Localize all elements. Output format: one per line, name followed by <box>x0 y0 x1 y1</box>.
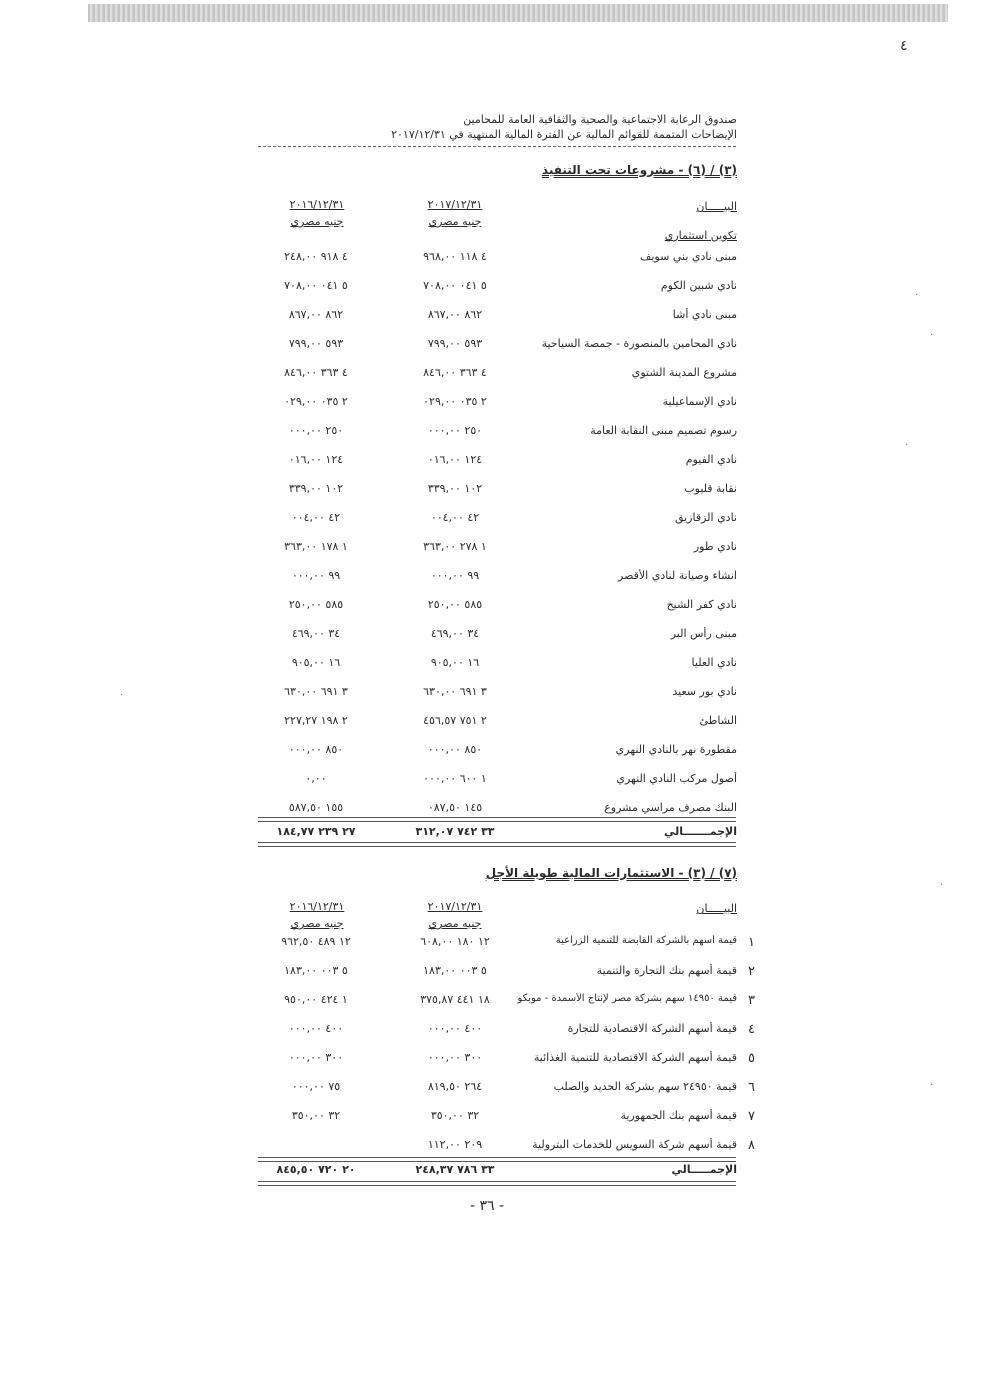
row-label: انشاء وصيانة لنادي الأقصر <box>618 569 737 582</box>
row-value-2017: ٤٠٠ ٠٠٠,٠٠ <box>427 1022 483 1035</box>
table-row <box>0 714 990 736</box>
row-value-2017: ٣ ٦٩١ ٦٣٠,٠٠ <box>423 685 487 698</box>
row-value-2016: ٥٨٥ ٢٥٠,٠٠ <box>288 598 344 611</box>
section1-col2-unit: جنيه مصري <box>290 215 344 228</box>
row-value-2016: ٣٠٠ ٠٠٠,٠٠ <box>288 1051 344 1064</box>
row-label: نادي طور <box>693 540 737 553</box>
row-value-2016: ٤ ٩١٨ ٢٤٨,٠٠ <box>284 250 348 263</box>
row-number: ٨ <box>748 1138 755 1153</box>
section1-subheader: تكوين استثماري <box>664 229 737 242</box>
row-label: نادي الفيوم <box>685 453 737 466</box>
total-value-2017: ٣٣ ٧٤٢ ٣١٢,٠٧ <box>415 825 495 838</box>
row-value-2017: ٣٢ ٣٥٠,٠٠ <box>430 1109 480 1122</box>
row-label: نادي الإسماعيلية <box>662 395 737 408</box>
row-value-2017: ٥ ٠٠٣ ١٨٣,٠٠ <box>423 964 487 977</box>
row-value-2017: ٤ ٣٦٣ ٨٤٦,٠٠ <box>423 366 487 379</box>
section1-label-header: البيـــــان <box>696 200 737 213</box>
row-number: ٦ <box>748 1080 755 1095</box>
row-value-2017: ٢ ٠٣٥ ٠٢٩,٠٠ <box>423 395 487 408</box>
row-value-2017: ٣٤ ٤٦٩,٠٠ <box>430 627 480 640</box>
row-label: رسوم تصميم مبنى النقابة العامة <box>590 424 737 437</box>
table-row <box>0 540 990 562</box>
section2-label-header: البيـــــان <box>696 902 737 915</box>
row-value-2017: ٤٢ ٠٠٤,٠٠ <box>430 511 480 524</box>
table-row <box>0 935 990 957</box>
row-value-2016: ١ ١٧٨ ٣٦٣,٠٠ <box>284 540 348 553</box>
row-label: قيمة أسهم بنك الجمهورية <box>620 1109 737 1122</box>
section2-total-rule <box>258 1157 736 1162</box>
row-value-2017: ٥٩٣ ٧٩٩,٠٠ <box>427 337 483 350</box>
row-value-2016: ٨٦٢ ٨٦٧,٠٠ <box>288 308 344 321</box>
row-label: البنك مصرف مراسي مشروع <box>604 801 737 814</box>
row-label: نقابة قليوب <box>684 482 737 495</box>
row-label: نادي كفر الشيخ <box>666 598 737 611</box>
row-value-2016: ٢٥٠ ٠٠٠,٠٠ <box>288 424 344 437</box>
table-row <box>0 482 990 504</box>
row-value-2016: ٨٥٠ ٠٠٠,٠٠ <box>288 743 344 756</box>
page-mark: ٤ <box>900 38 908 54</box>
row-value-2016: ٣٢ ٣٥٠,٠٠ <box>291 1109 341 1122</box>
row-label: قيمة أسهم شركة السويس للخدمات البترولية <box>532 1138 737 1151</box>
row-value-2017: ٥٨٥ ٢٥٠,٠٠ <box>427 598 483 611</box>
row-label: مبنى رأس البر <box>670 627 737 640</box>
section2-title: (٧) / (٣) - الاستثمارات المالية طويلة الأجل <box>485 866 737 880</box>
row-label: مبنى نادي بني سويف <box>639 250 737 263</box>
row-value-2017: ٢٦٤ ٨١٩,٥٠ <box>427 1080 483 1093</box>
row-value-2016: ٤٢ ٠٠٤,٠٠ <box>291 511 341 524</box>
row-value-2016: ٩٩ ٠٠٠,٠٠ <box>291 569 341 582</box>
section1-title: (٣) / (٦) - مشروعات تحت التنفيذ <box>541 163 737 177</box>
row-value-2016: ٣٤ ٤٦٩,٠٠ <box>291 627 341 640</box>
row-value-2016: ١٥٥ ٥٨٧,٥٠ <box>288 801 344 814</box>
row-value-2017: ٨٦٢ ٨٦٧,٠٠ <box>427 308 483 321</box>
table-row <box>0 743 990 765</box>
row-value-2016: ١٦ ٩٠٥,٠٠ <box>291 656 341 669</box>
section2-col1-header <box>400 898 510 932</box>
row-value-2017: ٥ ٠٤١ ٧٠٨,٠٠ <box>423 279 487 292</box>
table-row <box>0 685 990 707</box>
row-value-2016: ١٠٢ ٣٣٩,٠٠ <box>288 482 344 495</box>
row-label: نادي المحامين بالمنصورة - جمصة السياحية <box>541 337 737 350</box>
table-row <box>0 1080 990 1102</box>
table-row <box>0 627 990 649</box>
section1-total-rule <box>258 817 736 822</box>
table-row <box>0 993 990 1015</box>
section1-col2-header <box>262 196 372 230</box>
row-value-2016: ٢ ١٩٨ ٢٢٧,٢٧ <box>284 714 348 727</box>
table-row <box>0 598 990 620</box>
table-row <box>0 656 990 678</box>
total-label: الإجمـــــالي <box>671 1163 737 1176</box>
section2-col1-unit: جنيه مصري <box>428 917 482 930</box>
scan-speck: · <box>940 880 944 891</box>
row-value-2017: ١ ٦٠٠ ٠٠٠,٠٠ <box>423 772 487 785</box>
row-label: نادي العليا <box>691 656 737 669</box>
row-value-2016: ٥ ٠٤١ ٧٠٨,٠٠ <box>284 279 348 292</box>
section1-col1-unit: جنيه مصري <box>428 215 482 228</box>
table-row <box>0 511 990 533</box>
section1-col1-date: ٢٠١٧/١٢/٣١ <box>427 198 483 211</box>
table-row <box>0 964 990 986</box>
total-label: الإجمـــــــالي <box>664 825 737 838</box>
row-label: أصول مركب النادي النهري <box>616 772 737 785</box>
row-label: قيمة أسهم بالشركة القابضة للتنمية الزراعية <box>555 935 737 946</box>
row-label: قيمة أسهم الشركة الاقتصادية للتجارة <box>567 1022 737 1035</box>
row-label: نادي شبين الكوم <box>660 279 737 292</box>
table-row <box>0 279 990 301</box>
row-value-2017: ١٠٢ ٣٣٩,٠٠ <box>427 482 483 495</box>
scan-speck: · <box>905 440 909 451</box>
header-line-2: الإيضاحات المتممة للقوائم المالية عن الفترة المالية المنتهية في ٢٠١٧/١٢/٣١ <box>391 128 737 141</box>
row-value-2016: ١٢ ٤٨٩ ٩٦٢,٥٠ <box>281 935 351 948</box>
row-value-2017: ١٢ ١٨٠ ٦٠٨,٠٠ <box>420 935 490 948</box>
row-number: ٣ <box>748 993 755 1008</box>
table-row <box>0 308 990 330</box>
row-label: قيمة ٢٤٩٥٠ سهم بشركة الحديد والصلب <box>553 1080 737 1093</box>
table-row <box>0 569 990 591</box>
row-number: ٢ <box>748 964 755 979</box>
row-value-2016: ٥٩٣ ٧٩٩,٠٠ <box>288 337 344 350</box>
table-row <box>0 1109 990 1131</box>
scan-speck: · <box>915 290 919 301</box>
row-value-2016: ٢ ٠٣٥ ٠٢٩,٠٠ <box>284 395 348 408</box>
row-value-2017: ١ ٢٧٨ ٣٦٣,٠٠ <box>423 540 487 553</box>
table-row <box>0 424 990 446</box>
row-label: قيمة أسهم الشركة الاقتصادية للتنمية الغذائية <box>533 1051 737 1064</box>
section2-col1-date: ٢٠١٧/١٢/٣١ <box>427 900 483 913</box>
section2-col2-unit: جنيه مصري <box>290 917 344 930</box>
row-value-2016: ٧٥ ٠٠٠,٠٠ <box>291 1080 341 1093</box>
row-value-2016: ٥ ٠٠٣ ١٨٣,٠٠ <box>284 964 348 977</box>
section1-col2-date: ٢٠١٦/١٢/٣١ <box>289 198 345 211</box>
row-value-2017: ٨٥٠ ٠٠٠,٠٠ <box>427 743 483 756</box>
row-value-2017: ١٤٥ ٠٨٧,٥٠ <box>427 801 483 814</box>
page-number: - ٣٦ - <box>470 1198 505 1214</box>
total-value-2016: ٢٠ ٧٢٠ ٨٤٥,٥٠ <box>276 1163 356 1176</box>
row-value-2017: ٤ ١١٨ ٩٦٨,٠٠ <box>423 250 487 263</box>
row-number: ٤ <box>748 1022 755 1037</box>
table-row <box>0 1022 990 1044</box>
table-row <box>0 250 990 272</box>
section2-col2-header <box>262 898 372 932</box>
row-value-2017: ١٦ ٩٠٥,٠٠ <box>430 656 480 669</box>
scan-speck: · <box>930 1080 934 1091</box>
row-value-2016: ١٢٤ ٠١٦,٠٠ <box>288 453 344 466</box>
scan-speck: · <box>120 690 124 701</box>
section1-col1-header <box>400 196 510 230</box>
total-value-2016: ٢٧ ٢٣٩ ١٨٤,٧٧ <box>276 825 356 838</box>
row-label: نادي الزقازيق <box>674 511 737 524</box>
row-label: مقطورة نهر بالنادي النهري <box>615 743 737 756</box>
table-row <box>0 366 990 388</box>
row-number: ٥ <box>748 1051 755 1066</box>
table-row <box>0 1051 990 1073</box>
row-value-2016: ٤٠٠ ٠٠٠,٠٠ <box>288 1022 344 1035</box>
row-value-2017: ٢ ٧٥١ ٤٥٦,٥٧ <box>423 714 487 727</box>
row-label: مشروع المدينة الشتوي <box>631 366 737 379</box>
header-line-1: صندوق الرعاية الاجتماعية والصحية والثقافية العامة للمحامين <box>463 113 737 126</box>
row-label: نادي بور سعيد <box>672 685 737 698</box>
row-number: ١ <box>748 935 755 950</box>
header-rule <box>258 146 736 147</box>
section1-bottom-rule <box>258 842 736 847</box>
row-label: مبنى نادي أشا <box>672 308 737 321</box>
row-value-2016: ٤ ٣٦٣ ٨٤٦,٠٠ <box>284 366 348 379</box>
row-value-2017: ١٨ ٤٤١ ٣٧٥,٨٧ <box>420 993 490 1006</box>
section2-bottom-rule <box>258 1181 736 1186</box>
table-row <box>0 453 990 475</box>
row-value-2017: ٢٥٠ ٠٠٠,٠٠ <box>427 424 483 437</box>
row-value-2017: ١٢٤ ٠١٦,٠٠ <box>427 453 483 466</box>
row-value-2017: ٩٩ ٠٠٠,٠٠ <box>430 569 480 582</box>
row-value-2016: ١ ٤٢٤ ٩٥٠,٠٠ <box>284 993 348 1006</box>
row-value-2017: ٣٠٠ ٠٠٠,٠٠ <box>427 1051 483 1064</box>
row-label: قيمة ١٤٩٥٠ سهم بشركة مصر لإنتاج الأسمدة - موبكو <box>517 993 737 1004</box>
scan-speck: · <box>930 330 934 341</box>
row-label: قيمة أسهم بنك التجارة والتنمية <box>596 964 737 977</box>
row-number: ٧ <box>748 1109 755 1124</box>
section2-col2-date: ٢٠١٦/١٢/٣١ <box>289 900 345 913</box>
row-value-2016: ٠,٠٠ <box>305 772 327 785</box>
total-value-2017: ٣٣ ٧٨٦ ٢٤٨,٣٧ <box>415 1163 495 1176</box>
table-row <box>0 337 990 359</box>
row-value-2016: ٣ ٦٩١ ٦٣٠,٠٠ <box>284 685 348 698</box>
table-row <box>0 395 990 417</box>
row-value-2017: ٢٠٩ ١١٢,٠٠ <box>427 1138 483 1151</box>
row-label: الشاطئ <box>699 714 737 727</box>
table-row <box>0 772 990 794</box>
